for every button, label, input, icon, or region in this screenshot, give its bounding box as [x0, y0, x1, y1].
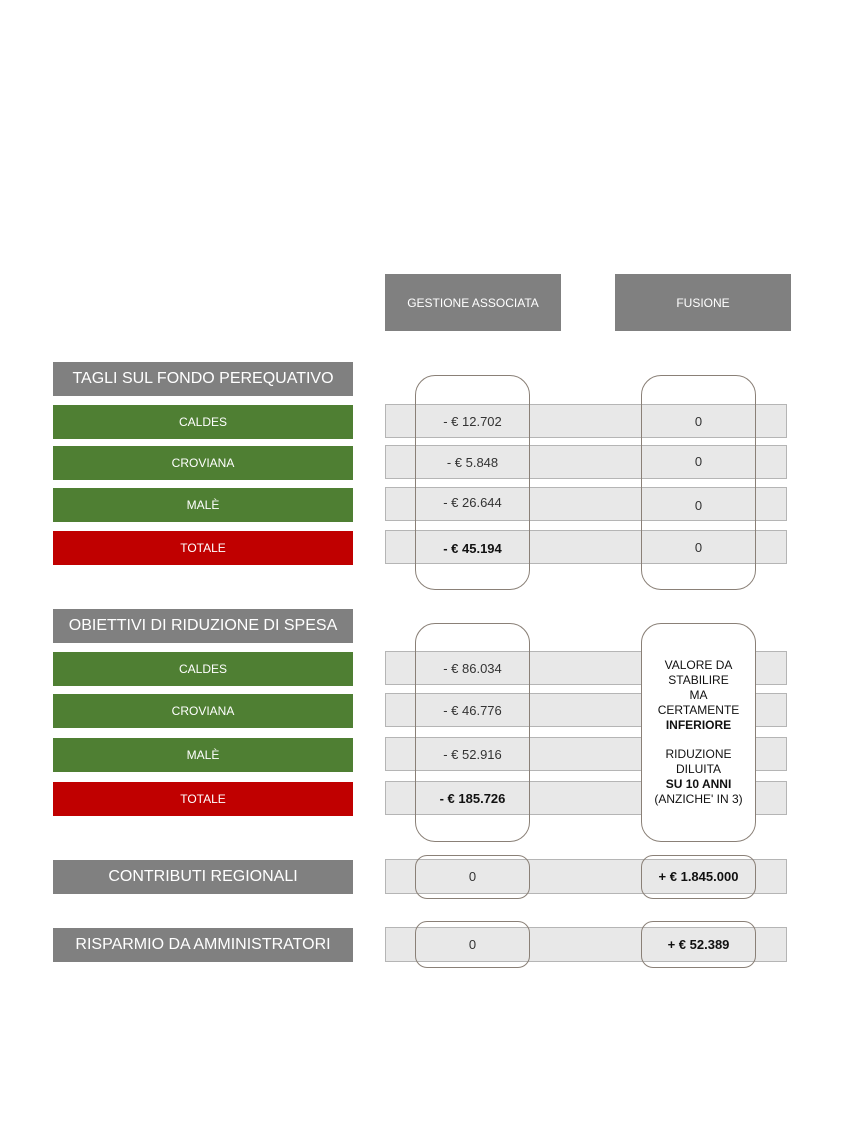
value-gestione-croviana: - € 46.776 [443, 702, 502, 718]
note-line: DILUITA [675, 762, 722, 776]
value-gestione-male: - € 26.644 [443, 494, 502, 510]
value-fusione-totale: 0 [694, 539, 703, 555]
note-line: CERTAMENTE [657, 703, 740, 717]
value-fusione-male: 0 [694, 497, 703, 513]
value-gestione-totale: - € 45.194 [443, 540, 502, 556]
row-label-totale: TOTALE [53, 531, 353, 565]
value-gestione-totale: - € 185.726 [439, 790, 506, 806]
section-title-obiettivi: OBIETTIVI DI RIDUZIONE DI SPESA [53, 609, 353, 643]
row-label-croviana: CROVIANA [53, 446, 353, 480]
value-fusione-contributi: + € 1.845.000 [658, 869, 739, 884]
value-gestione-caldes: - € 86.034 [443, 660, 502, 676]
row-label-caldes: CALDES [53, 652, 353, 686]
row-label-male: MALÈ [53, 738, 353, 772]
value-gestione-male: - € 52.916 [443, 746, 502, 762]
note-line: STABILIRE [668, 673, 729, 687]
note-line: (ANZICHE' IN 3) [654, 792, 743, 806]
note-line: RIDUZIONE [665, 747, 732, 761]
row-label-male: MALÈ [53, 488, 353, 522]
section-title-risparmio: RISPARMIO DA AMMINISTRATORI [53, 928, 353, 962]
value-gestione-risparmio: 0 [468, 937, 477, 952]
note-line-bold: SU 10 ANNI [665, 777, 732, 791]
value-fusione-risparmio: + € 52.389 [667, 937, 730, 952]
row-label-caldes: CALDES [53, 405, 353, 439]
value-gestione-caldes: - € 12.702 [443, 413, 502, 429]
value-gestione-contributi: 0 [468, 869, 477, 884]
note-line: MA [689, 688, 708, 702]
value-fusione-caldes: 0 [694, 413, 703, 429]
value-gestione-croviana: - € 5.848 [446, 454, 499, 470]
section-title-tagli: TAGLI SUL FONDO PEREQUATIVO [53, 362, 353, 396]
fusione-note [643, 625, 754, 840]
note-line-bold: INFERIORE [665, 718, 732, 732]
column-header-fusione: FUSIONE [615, 274, 791, 331]
column-header-gestione: GESTIONE ASSOCIATA [385, 274, 561, 331]
value-fusione-croviana: 0 [694, 453, 703, 469]
note-line: VALORE DA [664, 658, 733, 672]
row-label-totale: TOTALE [53, 782, 353, 816]
row-label-croviana: CROVIANA [53, 694, 353, 728]
section-title-contributi: CONTRIBUTI REGIONALI [53, 860, 353, 894]
